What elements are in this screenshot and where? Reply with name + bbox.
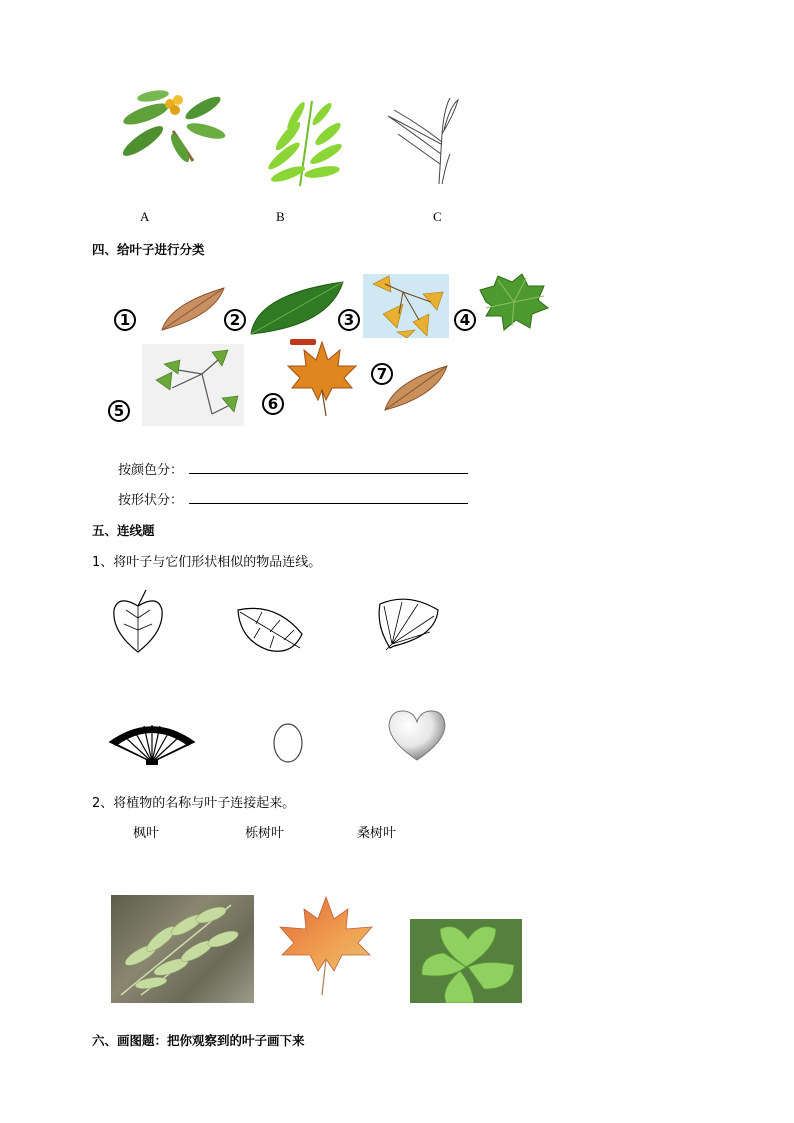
label-c: C — [433, 209, 442, 224]
by-shape-label: 按形状分： — [118, 493, 184, 508]
green-oval-leaf-icon — [249, 280, 345, 336]
section4-title: 四、给叶子进行分类 — [92, 242, 205, 257]
by-color-label: 按颜色分： — [118, 463, 184, 478]
oak-leaves-photo — [111, 895, 254, 1003]
number-5: 5 — [108, 400, 130, 422]
number-3: 3 — [338, 309, 360, 331]
number-7: 7 — [371, 363, 393, 385]
by-shape-answer-line[interactable] — [189, 503, 468, 504]
heart-icon — [386, 708, 448, 762]
section6-title: 六、画图题：把你观察到的叶子画下来 — [92, 1033, 305, 1048]
brown-leaf-icon — [160, 286, 226, 332]
mulberry-leaf-photo — [410, 919, 522, 1003]
banana-leaf-sketch-icon — [384, 94, 462, 186]
number-4: 4 — [454, 309, 476, 331]
number-6: 6 — [262, 393, 284, 415]
label-b: B — [276, 209, 285, 224]
fan-icon — [108, 716, 196, 766]
number-1: 1 — [114, 309, 136, 331]
question-1: 1、将叶子与它们形状相似的物品连线。 — [92, 555, 322, 570]
compound-leaf-icon — [260, 96, 342, 188]
label-a: A — [140, 209, 150, 224]
oval-leaf-icon — [236, 604, 306, 656]
ginkgo-branch-photo — [142, 344, 244, 426]
ginkgo-photo — [363, 274, 449, 338]
grape-leaf-icon — [476, 272, 552, 332]
heart-leaf-icon — [110, 588, 166, 654]
ginkgo-leaf-icon — [372, 596, 440, 652]
maple-leaf-icon — [286, 340, 358, 418]
name-mulberry: 桑树叶 — [357, 826, 397, 841]
loquat-branch-icon — [118, 86, 228, 168]
by-color-answer-line[interactable] — [189, 473, 468, 474]
question-2: 2、将植物的名称与叶子连接起来。 — [92, 796, 296, 811]
section5-title: 五、连线题 — [92, 523, 155, 538]
number-2: 2 — [224, 309, 246, 331]
brown-leaf-icon-2 — [383, 364, 449, 412]
egg-icon — [271, 718, 305, 764]
name-oak: 栎树叶 — [245, 826, 285, 841]
maple-leaf-photo — [272, 893, 380, 997]
name-maple: 枫叶 — [133, 826, 160, 841]
